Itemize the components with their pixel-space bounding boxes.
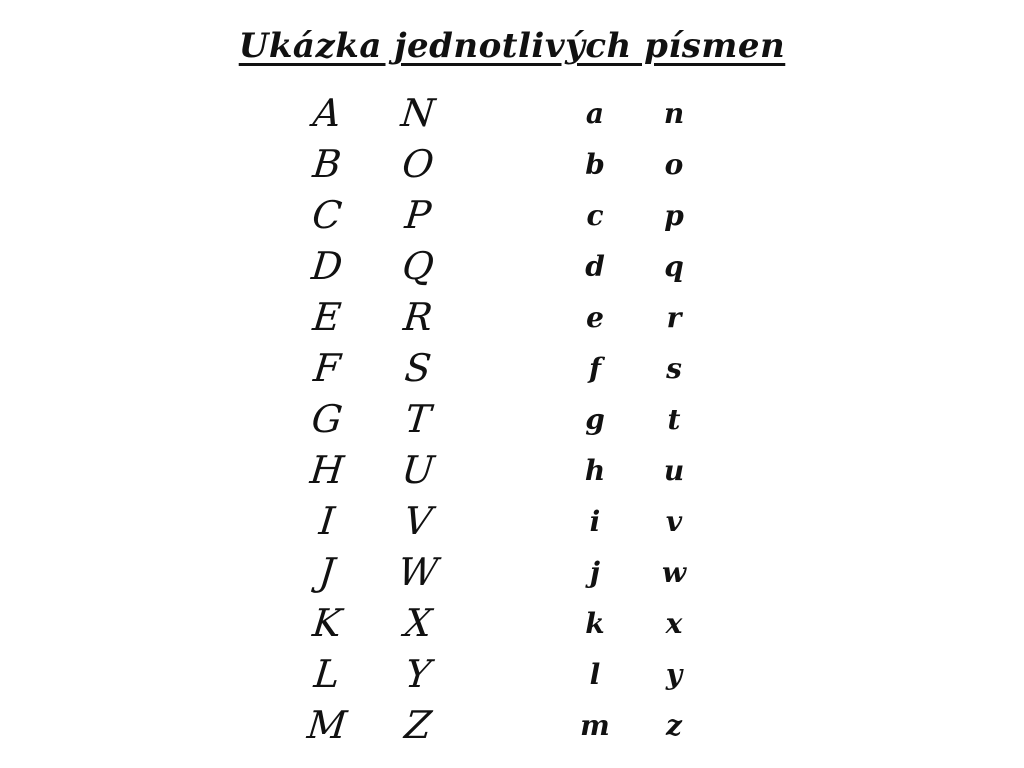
letter-glyph: n: [663, 97, 685, 130]
letter-glyph: f: [588, 352, 602, 385]
letter-glyph: w: [661, 556, 687, 589]
letter-glyph: m: [580, 709, 610, 742]
page-title: Ukázka jednotlivých písmen: [238, 26, 786, 66]
letter-glyph: s: [666, 352, 682, 385]
letter-glyph: d: [585, 250, 605, 283]
letter-glyph: H: [308, 448, 346, 492]
letter-glyph: F: [311, 346, 343, 390]
lowercase-second-column: [639, 88, 709, 751]
uppercase-first-column: [292, 88, 362, 751]
letter-glyph: i: [589, 505, 601, 538]
letter-glyph: j: [589, 556, 601, 589]
letter-glyph: V: [402, 499, 435, 543]
letter-glyph: U: [399, 448, 437, 492]
letter-glyph: a: [585, 97, 605, 130]
letter-glyph: v: [665, 505, 683, 538]
letter-glyph: L: [312, 652, 342, 696]
letter-glyph: u: [663, 454, 685, 487]
letter-glyph: p: [664, 199, 684, 232]
letter-glyph: W: [396, 550, 440, 594]
letter-glyph: g: [585, 403, 605, 436]
letter-glyph: Q: [400, 244, 436, 288]
uppercase-second-column: [383, 88, 453, 751]
letter-glyph: Y: [403, 652, 433, 696]
lowercase-first-column: [560, 88, 630, 751]
letter-glyph: o: [664, 148, 684, 181]
letter-glyph: k: [585, 607, 605, 640]
letter-glyph: D: [309, 244, 345, 288]
letter-glyph: N: [399, 91, 437, 135]
letter-glyph: K: [310, 601, 344, 645]
letter-glyph: T: [403, 397, 434, 441]
letter-glyph: O: [400, 142, 436, 186]
letter-glyph: b: [585, 148, 605, 181]
letter-glyph: r: [666, 301, 682, 334]
letter-glyph: e: [586, 301, 604, 334]
letter-glyph: Z: [402, 703, 434, 747]
letter-glyph: E: [310, 295, 344, 339]
letter-glyph: C: [310, 193, 344, 237]
letter-glyph: c: [586, 199, 604, 232]
letter-glyph: A: [311, 91, 344, 135]
letter-glyph: h: [584, 454, 606, 487]
letter-glyph: M: [305, 703, 349, 747]
letter-glyph: x: [665, 607, 683, 640]
letter-glyph: q: [664, 250, 684, 283]
letter-glyph: l: [589, 658, 601, 691]
letter-glyph: I: [317, 499, 337, 543]
letter-glyph: X: [402, 601, 434, 645]
letter-glyph: y: [665, 658, 683, 691]
letter-glyph: R: [401, 295, 435, 339]
letter-glyph: J: [317, 550, 337, 594]
letter-glyph: P: [402, 193, 434, 237]
letter-glyph: B: [310, 142, 344, 186]
letter-glyph: t: [667, 403, 681, 436]
letter-glyph: z: [666, 709, 682, 742]
letter-glyph: S: [402, 346, 434, 390]
letter-glyph: G: [309, 397, 345, 441]
